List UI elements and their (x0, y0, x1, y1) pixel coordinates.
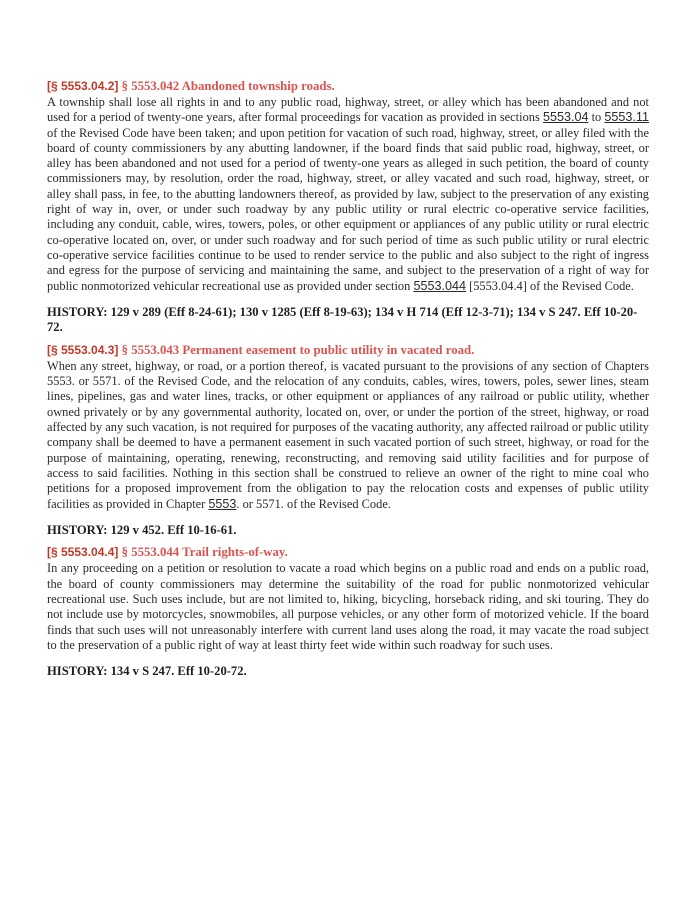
history-note: HISTORY: 134 v S 247. Eff 10-20-72. (47, 664, 247, 679)
section-title: § 5553.043 Permanent easement to public utility in vacated road. (121, 342, 475, 357)
chapter-link-5553[interactable]: 5553 (208, 496, 237, 511)
body-text: [5553.04.4] of the Revised Code. (465, 278, 634, 293)
body-text: A township shall lose all rights in and to any public road, highway, street, or alley which has been abandoned and not used for a period of twenty-one years, after formal proceedings for vacation as provided in sections (47, 95, 649, 125)
history-note: HISTORY: 129 v 452. Eff 10-16-61. (47, 522, 237, 537)
section-tag: [§ 5553.04.2] (47, 79, 119, 93)
section-tag: [§ 5553.04.3] (47, 342, 119, 357)
section-body (47, 95, 649, 294)
body-text: to (588, 110, 605, 125)
section-link-5553-044[interactable]: 5553.044 (413, 278, 466, 293)
section-title: § 5553.042 Abandoned township roads. (121, 79, 335, 93)
body-text: In any proceeding on a petition or resolution to vacate a road which begins on a public road and ends on a public road, the board of county commissioners may determine the suitability of the road for public nonmotorized vehicular recreational use. Such uses include, but are not limited to, hiking, bicycling, horseback riding, and ski touring. They do not include use by motorcycles, snowmobiles, all purpose vehicles, or any other form of motorized vehicle. If the board finds that such uses will not unreasonably interfere with current land uses along the road, it may vacate the road subject to the preservation of a public right of way at least thirty feet wide within such roadway for such uses. (47, 561, 649, 652)
section-body (47, 561, 649, 653)
body-text: of the Revised Code have been taken; and upon petition for vacation of such road, highway, street, or alley filed with the board of county commissioners by any abutting landowner, if the board finds that said public road, highway, street, or alley has been abandoned and not used for a period of twenty-one years as alleged in such petition, the board of county commissioners may, by resolution, order the road, highway, street, or alley vacated and such road, highway, street, or alley shall pass, in fee, to the abutting landowners thereof, as provided by law, subject to the preservation of any existing right of way in, over, or under such roadway by any public utility or rural electric co-operative service facilities, including any conduit, cable, wires, towers, poles, or other equipment or appliances of any public utility or rural electric co-operative located on, over, or under such roadway and for such period of time as such public utility or rural electric co-operative service facilities continue to be used to render service to the public and also subject to the right of ingress and egress for the purpose of servicing and maintaining the same, and subject to the preservation of a right of way for public nonmotorized vehicular recreational use as provided under section (47, 125, 649, 293)
section-5553-042 (47, 78, 649, 336)
section-link-5553-11[interactable]: 5553.11 (604, 110, 649, 125)
section-title: § 5553.044 Trail rights-of-way. (121, 545, 288, 560)
history-note: HISTORY: 129 v 289 (Eff 8-24-61); 130 v 1285 (Eff 8-19-63); 134 v H 714 (Eff 12-3-71); 134 v S 247. Eff 10-20-72. (47, 304, 638, 335)
body-text: When any street, highway, or road, or a portion thereof, is vacated pursuant to the provisions of any section of Chapters 5553. or 5571. of the Revised Code, and the relocation of any conduits, cables, wires, towers, poles, sewer lines, steam lines, pipelines, gas and water lines, tracks, or other equipment or appliances of any railroad or public utility, whether owned privately or by any governmental authority, located on, over, or under the portion of the street, highway, or road affected by any such vacation, is not required for purposes of the vacating authority, any affected railroad or public utility company shall be deemed to have a permanent easement in such vacated portion of such street, highway, or road for the purpose of maintaining, operating, renewing, reconstructing, and removing said utility facilities and for purpose of access to said facilities. Nothing in this section shall be construed to relieve an owner of the right to mine coal who petitions for a proposed improvement from the obligation to pay the relocation costs and expenses of public utility facilities as provided in Chapter (47, 358, 649, 511)
section-body (47, 359, 649, 512)
section-5553-043 (47, 342, 649, 538)
section-5553-044 (47, 544, 649, 679)
section-tag: [§ 5553.04.4] (47, 545, 119, 560)
section-heading (47, 544, 649, 560)
body-text: . or 5571. of the Revised Code. (236, 496, 391, 511)
statute-page (47, 78, 649, 686)
section-heading (47, 78, 649, 94)
section-link-5553-04[interactable]: 5553.04 (542, 110, 589, 125)
section-heading (47, 342, 649, 358)
